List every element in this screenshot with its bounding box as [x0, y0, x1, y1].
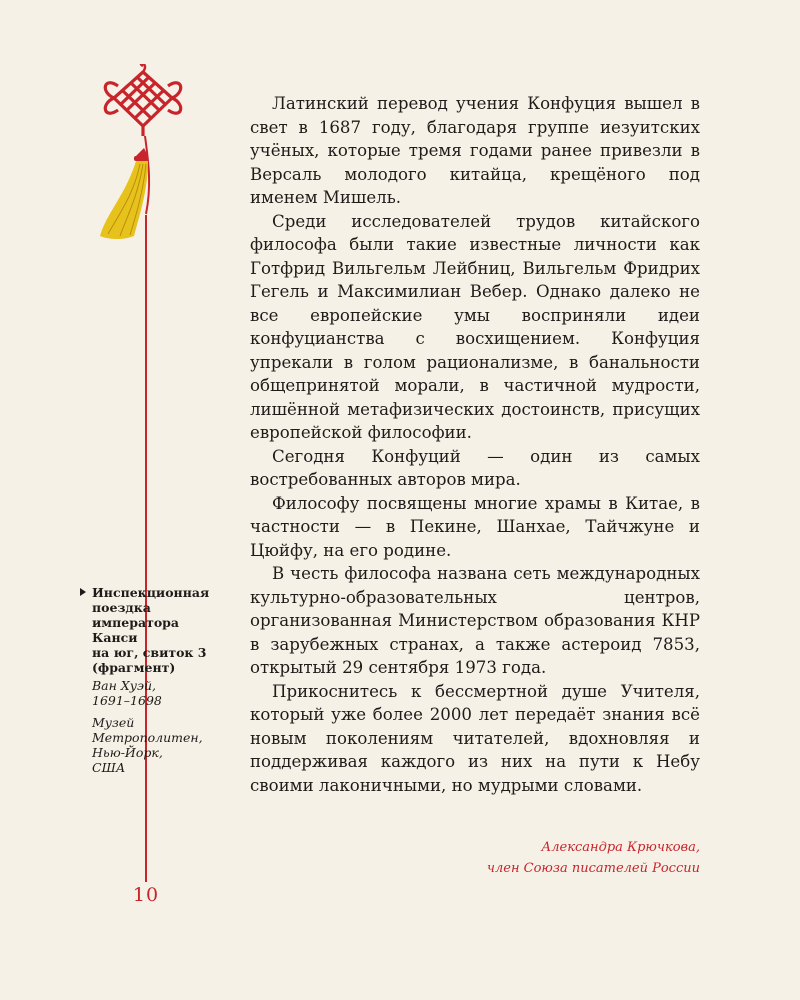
- caption-title: Инспекционная поездка императора Канси на юг, свиток 3 (фрагмент): [92, 585, 210, 675]
- paragraph: Философу посвящены многие храмы в Китае, в частности — в Пекине, Шанхае, Тайчжуне и Цюйфу, на его родине.: [250, 493, 700, 560]
- body-text: [250, 92, 700, 797]
- caption-author: Ван Хуэй, 1691–1698: [92, 678, 162, 708]
- paragraph: В честь философа названа сеть международных культурно-образовательных центров, организованная Министерством образования КНР в зарубежных странах, а также астероид 7853, открытый 29 сентября 1973 года.: [250, 564, 700, 677]
- signature: [430, 837, 700, 879]
- triangle-right-icon: [80, 588, 86, 596]
- illustration-caption: [80, 585, 230, 775]
- caption-location: Музей Метрополитен, Нью-Йорк, США: [92, 715, 203, 775]
- signature-role: член Союза писателей России: [486, 861, 700, 876]
- paragraph: Латинский перевод учения Конфуция вышел в свет в 1687 году, благодаря группе иезуитских учёных, которые тремя годами ранее привезли в Версаль молодого китайца, крещёного под именем Мишель.: [250, 94, 700, 207]
- red-vertical-line: [145, 215, 147, 882]
- signature-name: Александра Крючкова,: [541, 840, 700, 855]
- paragraph: Среди исследователей трудов китайского философа были такие известные личности как Готфрид Вильгельм Лейбниц, Вильгельм Фридрих Гегель и Максимилиан Вебер. Однако далеко не все европейские умы восприняли идеи конфуцианства с восхищением. Конфуция упрекали в голом рационализме, в банальности общепринятой морали, в частичной мудрости, лишённой метафизических достоинств, присущих европейской философии.: [250, 211, 700, 442]
- paragraph: Сегодня Конфуций — один из самых востребованных авторов мира.: [250, 446, 700, 489]
- page-number: 10: [132, 884, 160, 906]
- chinese-knot-icon: [96, 64, 192, 249]
- paragraph: Прикоснитесь к бессмертной душе Учителя, который уже более 2000 лет передаёт знания всё новым поколениям читателей, вдохновляя и поддерживая каждого из них на пути к Небу своими лаконичными, но мудрыми словами.: [250, 681, 700, 795]
